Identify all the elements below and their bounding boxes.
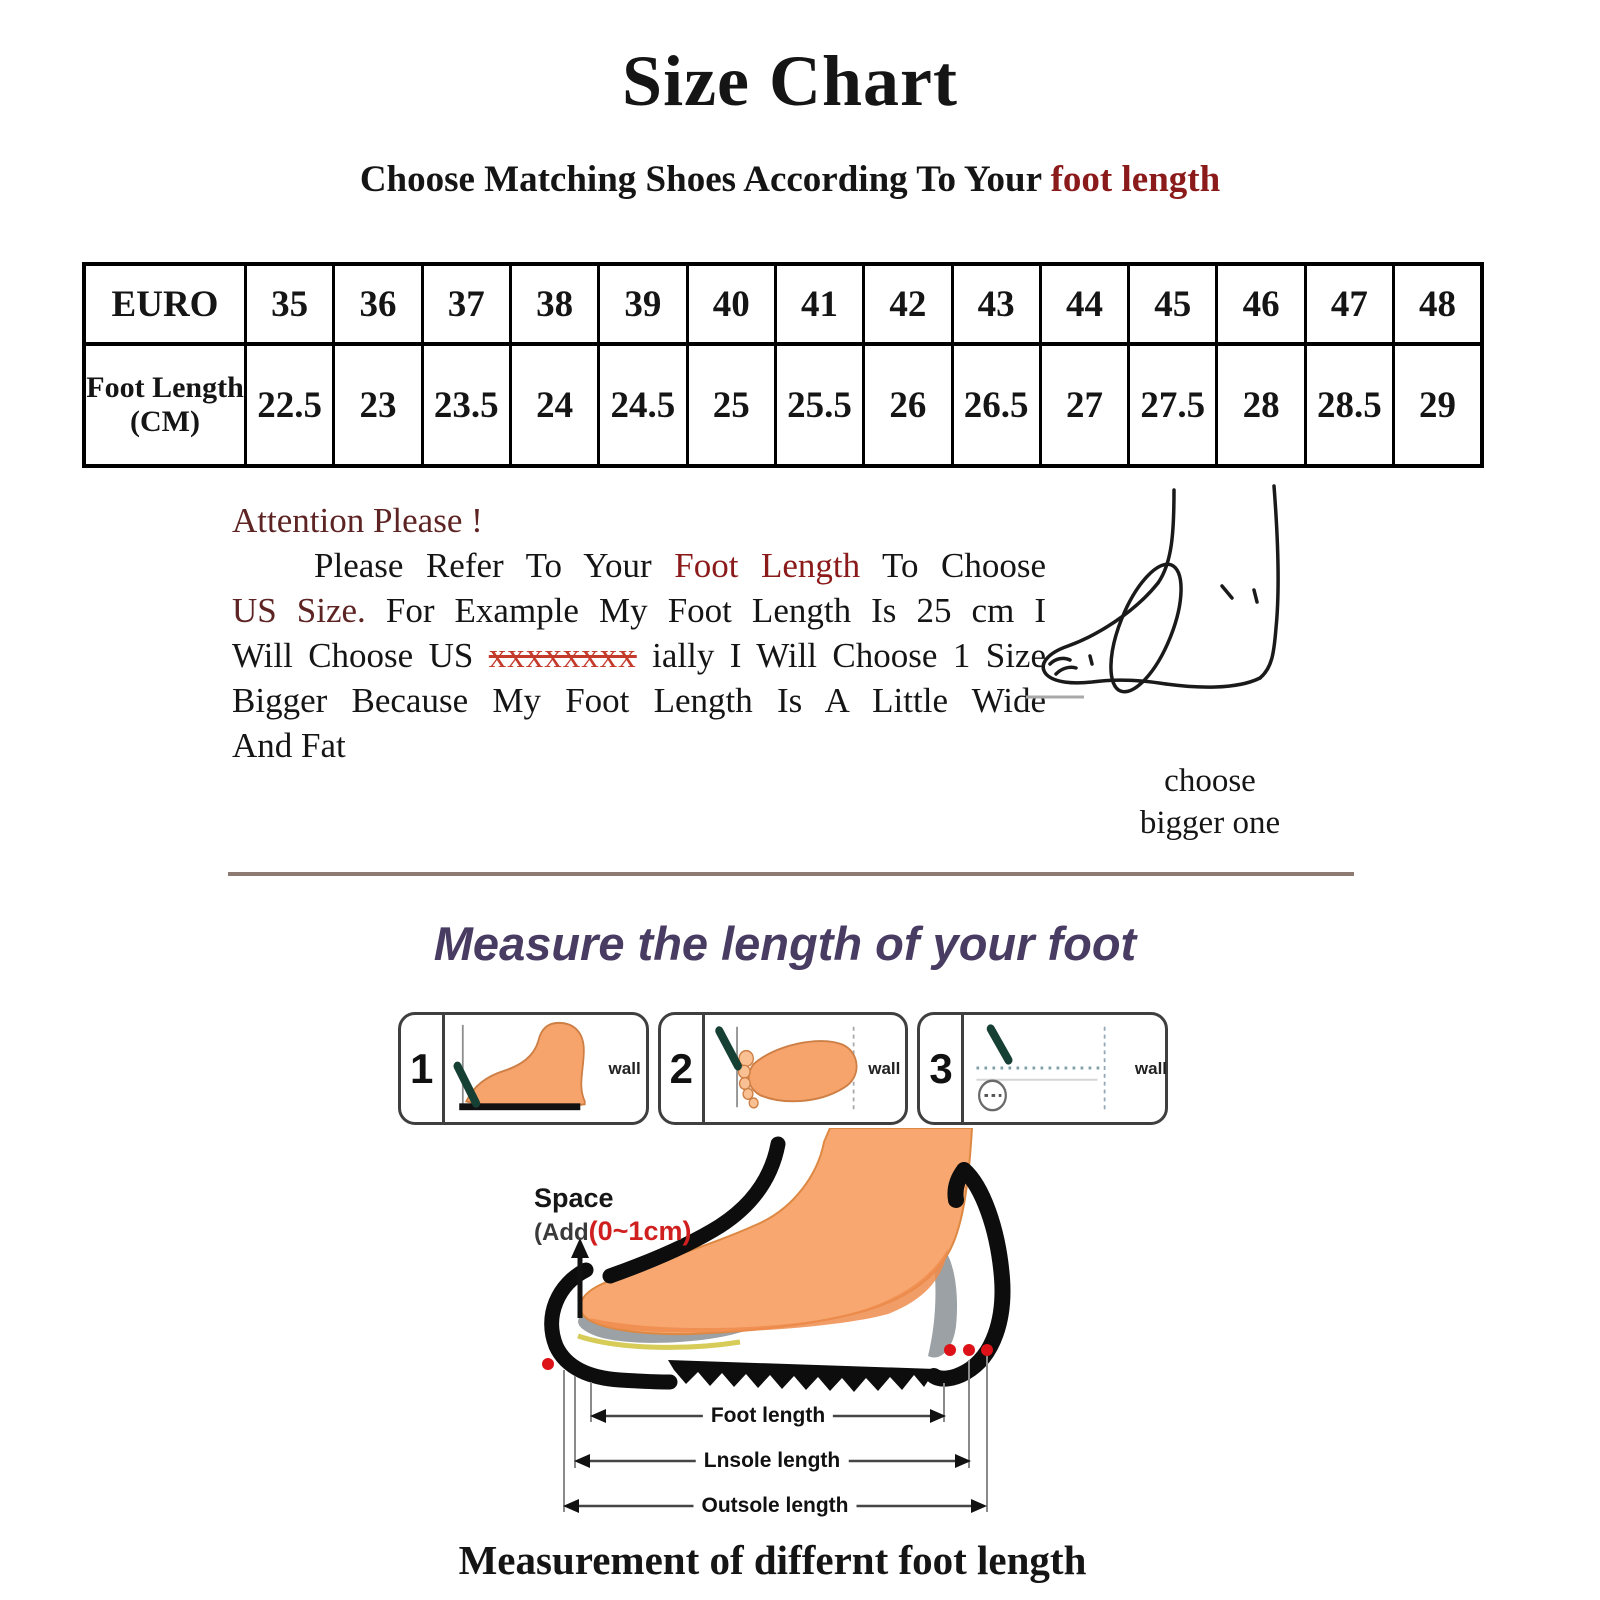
wall-label: wall <box>608 1058 641 1078</box>
euro-size-cell: 39 <box>599 264 687 344</box>
euro-size-cell: 42 <box>864 264 952 344</box>
subtitle <box>0 158 1580 201</box>
step-number: 2 <box>669 1044 694 1092</box>
foot-length-cell: 29 <box>1394 344 1482 466</box>
page-title: Size Chart <box>622 41 958 121</box>
euro-size-cell: 44 <box>1040 264 1128 344</box>
foot-sketch-illustration <box>1022 478 1362 778</box>
measure-step-panel-1 <box>398 1012 649 1125</box>
foot-length-cell: 24 <box>510 344 598 466</box>
euro-size-cell: 41 <box>775 264 863 344</box>
diagram-caption: Measurement of differnt foot length <box>458 1537 1087 1583</box>
pen-icon <box>991 1029 1009 1060</box>
attention-line: Bigger Because My Foot Length Is A Little Wide <box>232 681 1046 720</box>
pen-icon <box>457 1066 476 1103</box>
euro-size-cell: 38 <box>510 264 598 344</box>
pen-icon <box>719 1031 738 1066</box>
table-row-euro <box>84 264 1482 344</box>
foot-side-icon <box>445 1017 623 1120</box>
wall-label: wall <box>1134 1058 1168 1078</box>
heel-point-dot <box>944 1344 956 1356</box>
foot-length-cell: 22.5 <box>246 344 334 466</box>
euro-size-cell: 37 <box>422 264 510 344</box>
measure-heading: Measure the length of your foot <box>433 917 1137 970</box>
euro-size-cell: 47 <box>1305 264 1393 344</box>
foot-length-cell: 24.5 <box>599 344 687 466</box>
measure-line-icon <box>964 1017 1142 1120</box>
euro-size-cell: 45 <box>1129 264 1217 344</box>
wall-label: wall <box>868 1058 901 1078</box>
shoe-measurement-diagram <box>520 1128 1040 1528</box>
attention-line: US Size. For Example My Foot Length Is 25 cm I <box>232 591 1047 630</box>
measure-step-panel-2 <box>658 1012 909 1125</box>
foot-length-row-header: Foot Length (CM) <box>84 344 246 466</box>
euro-size-cell: 48 <box>1394 264 1482 344</box>
foot-length-cell: 23.5 <box>422 344 510 466</box>
redacted-size-text: xxxxxxxx <box>488 636 637 675</box>
attention-heading: Attention Please ! <box>232 501 483 540</box>
foot-length-emphasis: Foot Length <box>674 546 861 585</box>
attention-note <box>232 498 1046 768</box>
foot-length-cell: 25 <box>687 344 775 466</box>
euro-size-cell: 40 <box>687 264 775 344</box>
size-table <box>82 262 1484 468</box>
euro-size-cell: 36 <box>334 264 422 344</box>
foot-length-cell: 27.5 <box>1129 344 1217 466</box>
table-row-foot-length <box>84 344 1482 466</box>
euro-size-cell: 35 <box>246 264 334 344</box>
heel-point-dot <box>963 1344 975 1356</box>
attention-line: And Fat <box>232 726 346 765</box>
space-label: Space (Add(0~1cm) <box>534 1183 692 1246</box>
measure-steps <box>398 1012 1168 1125</box>
choose-bigger-note: choose bigger one <box>1139 763 1281 841</box>
attention-line: Please Refer To Your Foot Length To Choose <box>314 546 1046 585</box>
foot-length-cell: 26.5 <box>952 344 1040 466</box>
foot-length-cell: 23 <box>334 344 422 466</box>
foot-side-shape <box>466 1023 584 1107</box>
dimension-label-outsole-length: Outsole length <box>694 1494 857 1518</box>
dimension-label-insole-length: Lnsole length <box>696 1449 849 1473</box>
euro-row-header: EURO <box>84 264 246 344</box>
foot-length-cell: 28 <box>1217 344 1305 466</box>
shoe-jagged-sole <box>668 1360 936 1392</box>
subtitle-text: Choose Matching Shoes According To Your <box>359 159 1051 200</box>
measure-step-panel-3 <box>917 1012 1168 1125</box>
heel-point-dot <box>981 1344 993 1356</box>
foot-length-cell: 25.5 <box>775 344 863 466</box>
us-size-emphasis: US Size. <box>232 591 366 630</box>
euro-size-cell: 43 <box>952 264 1040 344</box>
footprint-icon <box>705 1017 883 1120</box>
foot-length-cell: 26 <box>864 344 952 466</box>
foot-length-cell: 28.5 <box>1305 344 1393 466</box>
step-number: 3 <box>929 1044 953 1092</box>
step-number: 1 <box>410 1044 434 1092</box>
foot-length-cell: 27 <box>1040 344 1128 466</box>
dimension-label-foot-length: Foot length <box>703 1404 833 1428</box>
euro-size-cell: 46 <box>1217 264 1305 344</box>
section-divider <box>228 872 1354 876</box>
toe-point-dot <box>542 1358 554 1370</box>
footprint-sole-shape <box>745 1035 860 1109</box>
foot-length-highlight: foot length <box>1050 159 1221 200</box>
attention-line: Will Choose US xxxxxxxx ially I Will Choose 1 Size <box>232 636 1046 675</box>
